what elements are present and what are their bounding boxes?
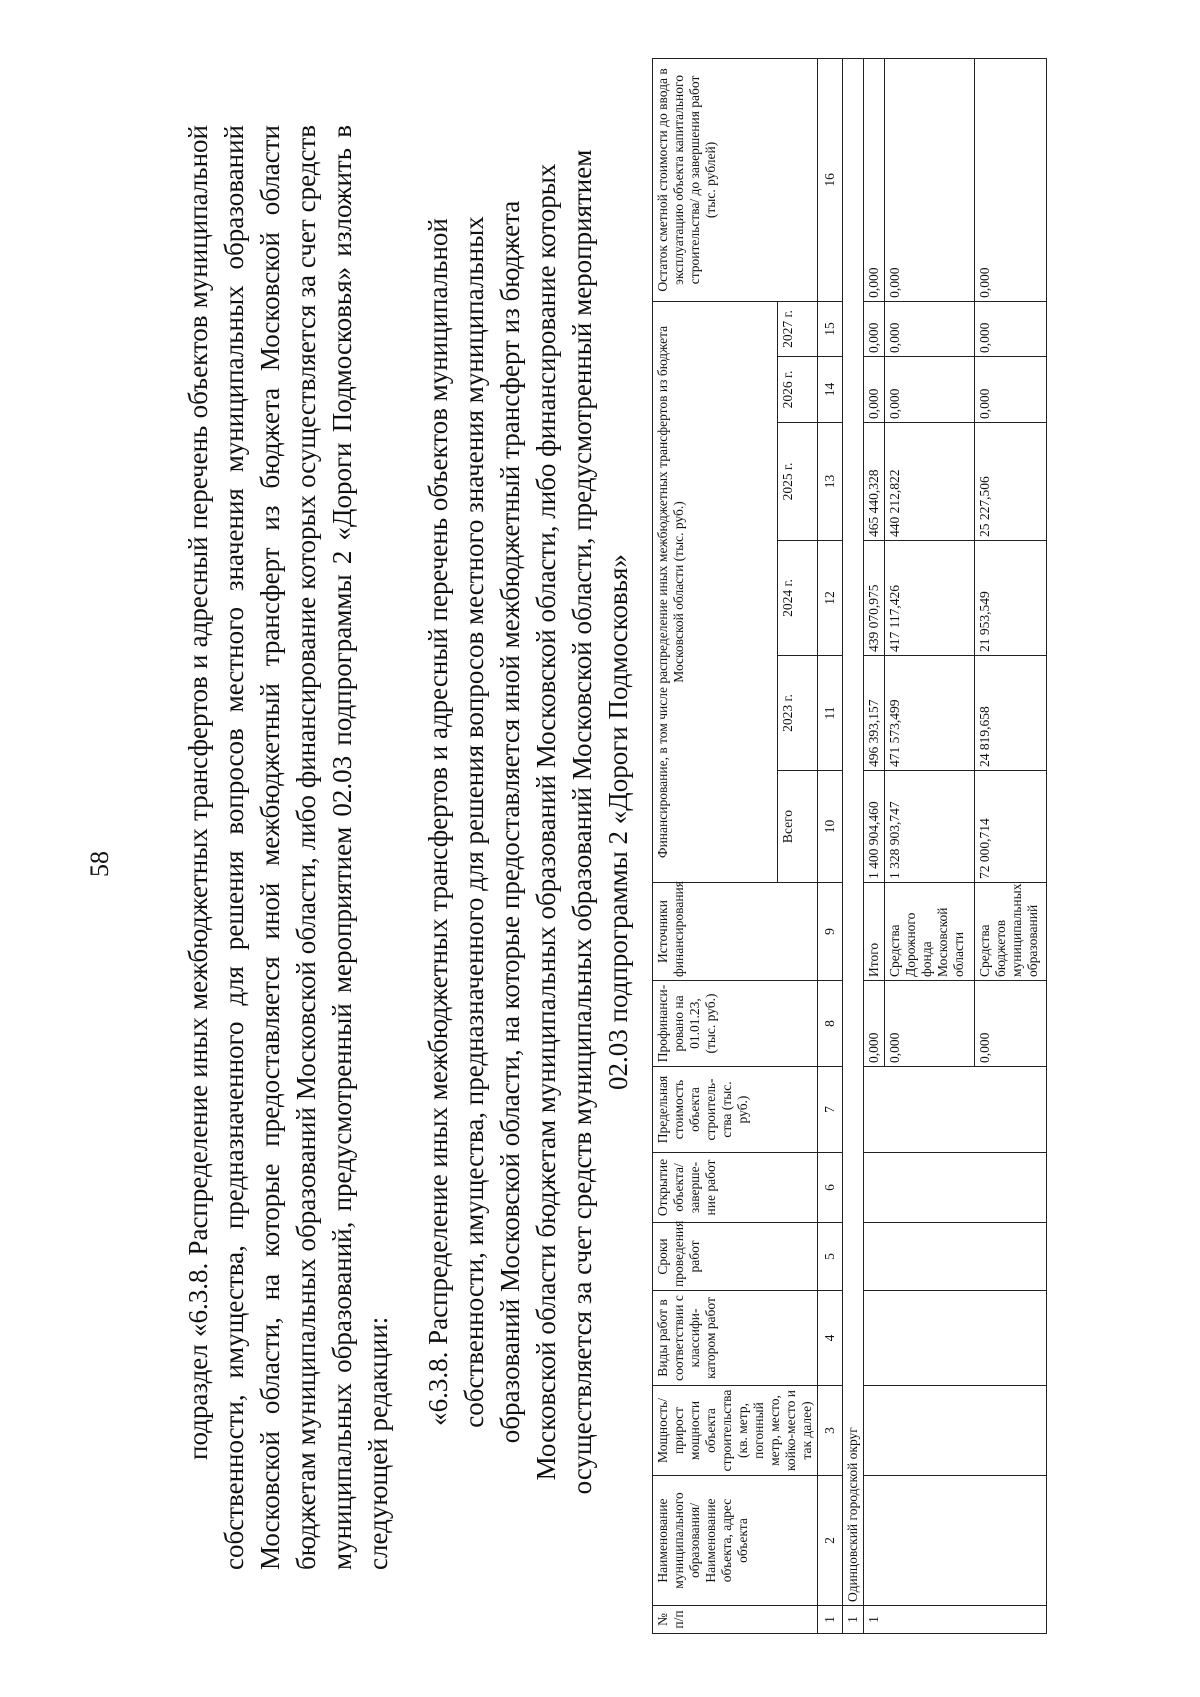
colnum: 13 [818,423,843,541]
y2023-value: 471 573,499 [885,656,975,771]
header-work-types: Виды работ в соответствии с классифи-катором работ [653,1291,818,1386]
funded-value: 0,000 [864,981,885,1067]
y2027-value: 0,000 [885,301,975,356]
y2026-value: 0,000 [885,357,975,423]
colnum: 9 [818,883,843,981]
colnum: 14 [818,357,843,423]
y2027-value: 0,000 [975,301,1047,356]
group-num: 1 [864,1606,1047,1634]
table-row [864,58,885,1633]
header-num: № п/п [653,1606,818,1634]
remainder-value: 0,000 [885,58,975,301]
source-label: Средства Дорожного фонда Московской области [885,883,975,981]
colnum: 1 [818,1606,843,1634]
header-remainder: Остаток сметной стоимости до ввода в эксплуатацию объекта капитального строительства/ до завершения работ (тыс. рублей) [653,58,818,301]
section-row [843,58,864,1633]
subheader-2025: 2025 г. [778,423,818,541]
total-value: 1 400 904,460 [864,771,885,883]
y2026-value: 0,000 [975,357,1047,423]
subheader-2024: 2024 г. [778,541,818,656]
colnum: 6 [818,1153,843,1223]
y2025-value: 465 440,328 [864,423,885,541]
y2023-value: 24 819,658 [975,656,1047,771]
header-max-cost: Предельная стоимость объекта строитель-ства (тыс. руб.) [653,1067,818,1153]
remainder-value: 0,000 [864,58,885,301]
header-capacity: Мощность/ прирост мощности объекта строительства (кв. метр, погонный метр, место, койко-место и так далее) [653,1386,818,1476]
subheader-2027: 2027 г. [778,301,818,356]
colnum: 12 [818,541,843,656]
colnum: 15 [818,301,843,356]
intro-paragraph: подраздел «6.3.8. Распределение иных межбюджетных трансфертов и адресный перечень объектов муниципальной собственности, имущества, предназначенного для решения вопросов местного значения муниципальных образований Московской области, на которые предоставляется иной межбюджетный трансферт из бюджета Московской области бюджетам муниципальных образований Московской области, либо финансирование которых осуществляется за счет средств муниципальных образований, предусмотренный мероприятием 02.03 подпрограммы 2 «Дороги Подмосковья» изложить в следующей редакции: [183,125,393,1570]
total-value: 72 000,714 [975,771,1047,883]
empty-cell [864,1153,1047,1223]
remainder-value: 0,000 [975,58,1047,301]
total-value: 1 328 903,747 [885,771,975,883]
header-funded: Профинанси-ровано на 01.01.23, (тыс. руб.) [653,981,818,1067]
y2024-value: 21 953,549 [975,541,1047,656]
subheader-2026: 2026 г. [778,357,818,423]
header-terms: Сроки проведения работ [653,1223,818,1291]
colnum: 2 [818,1476,843,1606]
y2026-value: 0,000 [864,357,885,423]
funded-value: 0,000 [975,981,1047,1067]
colnum: 8 [818,981,843,1067]
colnum: 4 [818,1291,843,1386]
empty-cell [864,1291,1047,1386]
y2023-value: 496 393,157 [864,656,885,771]
funded-value: 0,000 [885,981,975,1067]
header-row [653,58,778,1633]
y2025-value: 25 227,506 [975,423,1047,541]
colnum: 5 [818,1223,843,1291]
section-name: Одинцовский городской округ [843,58,864,1605]
header-sources: Источники финансирования [653,883,818,981]
empty-cell [864,1067,1047,1153]
subheader-2023: 2023 г. [778,656,818,771]
y2024-value: 439 070,975 [864,541,885,656]
colnum: 7 [818,1067,843,1153]
y2025-value: 440 212,822 [885,423,975,541]
colnum: 3 [818,1386,843,1476]
page-number: 58 [85,851,114,877]
empty-cell [864,1223,1047,1291]
colnum: 10 [818,771,843,883]
y2027-value: 0,000 [864,301,885,356]
transfers-table [652,58,1047,1634]
section-num: 1 [843,1606,864,1634]
colnum: 11 [818,656,843,771]
section-heading: «6.3.8. Распределение иных межбюджетных трансфертов и адресный перечень объектов муниципальной собственности, имущества, предназначенного для решения вопросов местного значения муниципальных образований Московской области, на которые предоставляется иной межбюджетный трансферт из бюджета Московской области бюджетам муниципальных образований Московской области, либо финансирование которых осуществляется за счет средств муниципальных образований Московской области, предусмотренный мероприятием 02.03 подпрограммы 2 «Дороги Подмосковья» [423,149,633,1495]
header-name: Наименование муниципального образования/ Наименование объекта, адрес объекта [653,1476,818,1606]
source-label: Средства бюджетов муниципальных образований [975,883,1047,981]
header-opening: Открытие объекта/ заверше-ние работ [653,1153,818,1223]
empty-cell [864,1476,1047,1606]
empty-cell [864,1386,1047,1476]
subheader-total: Всего [778,771,818,883]
y2024-value: 417 117,426 [885,541,975,656]
source-label: Итого [864,883,885,981]
column-numbers-row [818,58,843,1633]
header-financing: Финансирование, в том числе распределение иных межбюджетных трансфертов из бюджета Московской области (тыс. руб.) [653,301,778,882]
colnum: 16 [818,58,843,301]
